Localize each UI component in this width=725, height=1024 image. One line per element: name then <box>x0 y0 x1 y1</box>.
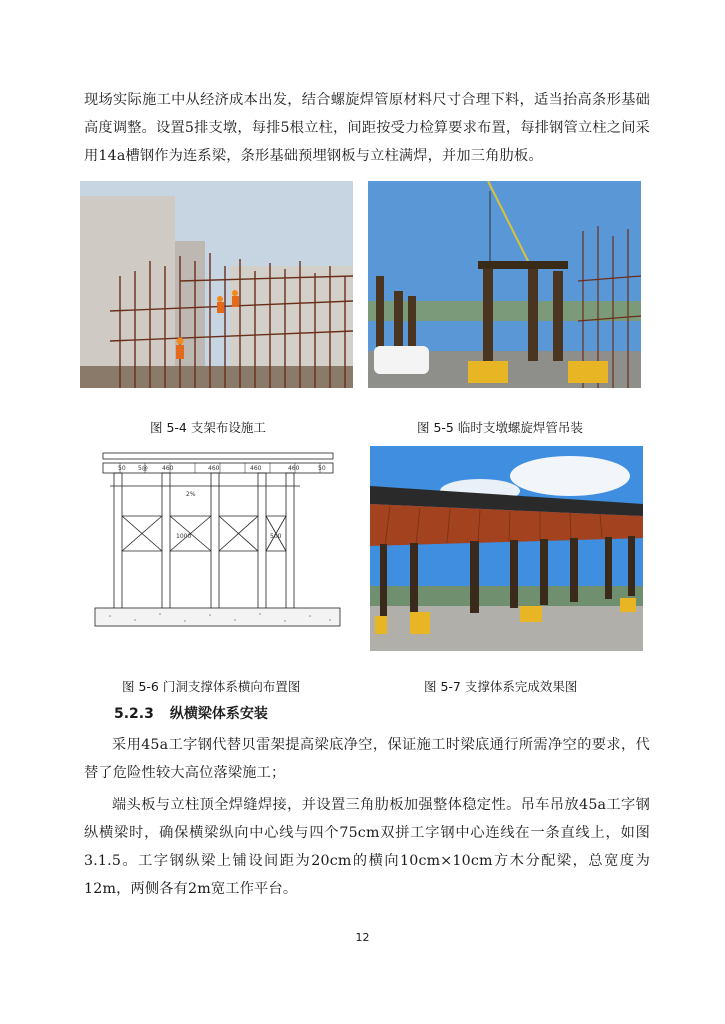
paragraph-2: 端头板与立柱顶全焊缝焊接，并设置三角肋板加强整体稳定性。吊车吊放45a工字钢纵横梁时，确保横梁纵向中心线与四个75cm双拼工字钢中心连线在一条直线上，如图3.1.5。工字钢纵梁上铺设间距为20cm的横向10cm×10cm方木分配梁，总宽度为12m，两侧各有2m宽工作平台。 <box>84 797 650 897</box>
section-title: 纵横梁体系安装 <box>169 706 268 722</box>
figure-5-6-caption: 图 5-6 门洞支撑体系横向布置图 <box>122 679 301 694</box>
figure-5-4-caption: 图 5-4 支架布设施工 <box>150 420 266 435</box>
figure-5-7-photo <box>370 446 643 651</box>
dim-label: 460 <box>162 465 174 472</box>
figure-5-7-caption: 图 5-7 支撑体系完成效果图 <box>424 679 578 694</box>
section-heading <box>114 703 268 723</box>
figure-5-5-photo <box>368 181 641 388</box>
dim-label: 460 <box>250 465 262 472</box>
dim-label: 1000 <box>176 533 192 540</box>
paragraph-intro: 现场实际施工中从经济成本出发，结合螺旋焊管原材料尺寸合理下料，适当抬高条形基础高度调整。设置5排支墩，每排5根立柱，间距按受力检算要求布置，每排钢管立柱之间采用14a槽钢作为连系梁，条形基础预埋钢板与立柱满焊，并加三角肋板。 <box>84 92 650 164</box>
dim-label: 5@ <box>138 465 148 472</box>
page-number: 12 <box>355 931 370 944</box>
figure-5-6-drawing <box>90 446 345 631</box>
dim-label: 50 <box>118 465 126 472</box>
figure-5-4-photo <box>80 181 353 388</box>
dim-label: 50 <box>318 465 326 472</box>
paragraph-1: 采用45a工字钢代替贝雷架提高梁底净空，保证施工时梁底通行所需净空的要求，代替了危险性较大高位落梁施工； <box>84 737 650 781</box>
section-number: 5.2.3 <box>114 706 154 722</box>
dim-label: 500 <box>270 533 282 540</box>
dim-label: 460 <box>288 465 300 472</box>
dim-label: 2% <box>186 491 196 498</box>
dim-label: 460 <box>208 465 220 472</box>
figure-5-5-caption: 图 5-5 临时支墩螺旋焊管吊装 <box>417 420 583 435</box>
